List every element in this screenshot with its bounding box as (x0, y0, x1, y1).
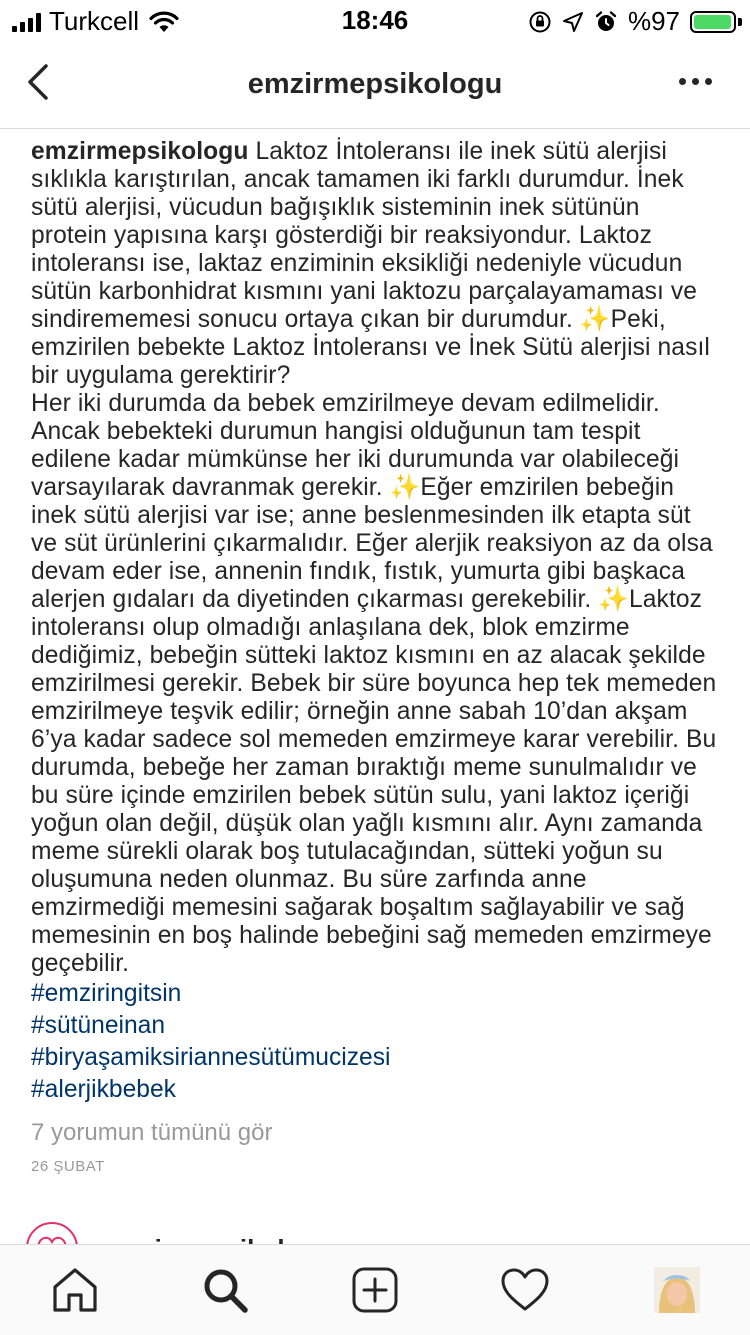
view-all-comments-link[interactable]: 7 yorumun tümünü gör (31, 1119, 273, 1146)
new-post-icon[interactable] (348, 1263, 402, 1317)
profile-avatar[interactable] (650, 1263, 704, 1317)
battery-icon (690, 11, 736, 33)
sparkles-icon: ✨ (598, 586, 629, 613)
tab-bar (0, 1244, 750, 1335)
alarm-icon (594, 10, 618, 34)
location-arrow-icon (562, 11, 584, 33)
sparkles-icon: ✨ (389, 474, 421, 501)
caption-paragraph-2 (31, 390, 721, 978)
post-date: 26 ŞUBAT (31, 1158, 105, 1175)
home-icon[interactable] (48, 1263, 102, 1317)
avatar (654, 1267, 700, 1313)
page-title: emzirmepsikologu (247, 68, 503, 100)
hashtag-link[interactable]: #sütüneinan (31, 1012, 166, 1039)
more-horizontal-icon[interactable] (679, 78, 712, 85)
status-time: 18:46 (341, 5, 409, 35)
status-bar (0, 0, 750, 40)
hashtag-link[interactable]: #emziringitsin (31, 980, 182, 1007)
caption-text-1a: Laktoz İntoleransı ile inek sütü alerjisi sıklıkla karıştırılan, ancak tamamen iki farklı durumdur. İnek sütü alerjisi, vücudun bağışıklık sisteminin inek sütünün protein yapısına karşı gösterdiği bir reaksiyondur. Laktoz intoleransı ise, laktaz enziminin eksikliği nedeniyle vücudun sütün karbonhidrat kısmını yani laktozu parçalayamaması ve sindirememesi sonucu ortaya çıkan bir durumdur. (31, 138, 698, 333)
caption-username[interactable]: emzirmepsikologu (31, 138, 249, 165)
hashtag-list (31, 978, 721, 1106)
caption-text-1b: Peki, emzirilen bebekte Laktoz İntoleransı ve İnek Sütü alerjisi nasıl bir uygulama gerektirir? (31, 306, 710, 389)
post-caption (31, 138, 721, 1175)
caption-text-2c: Laktoz intoleransı olup olmadığı anlaşılana dek, blok emzirme dediğimiz, bebeğin sütteki laktoz kısmını en az alacak şekilde emzirilmesi gerekir. Bebek bir süre boyunca hep tek memeden emzirilmeye teşvik edilir; örneğin anne sabah 10’dan akşam 6’ya kadar sadece sol memeden emzirmeye karar verebilir. Bu durumda, bebeğe her zaman bıraktığı meme sunulmalıdır ve bu süre içinde emzirilen bebek sütün sulu, yani laktoz içeriği yoğun olan değil, düşük olan yağlı kısmını alır. Aynı zamanda meme sürekli olarak boş tutulacağından, sütteki yoğun su oluşumuna neden olunmaz. Bu süre zarfında anne emzirmediği memesini sağarak boşaltım sağlayabilir ve sağ memesinin en boş halinde bebeğini sağ memeden emzirmeye geçebilir. (31, 586, 717, 977)
sparkles-icon: ✨ (579, 306, 611, 333)
hashtag-link[interactable]: #alerjikbebek (31, 1076, 176, 1103)
battery-fill (694, 15, 731, 29)
nav-header (0, 40, 750, 129)
activity-heart-icon[interactable] (498, 1263, 552, 1317)
carrier-name: Turkcell (49, 6, 140, 36)
caption-paragraph-1 (31, 138, 721, 390)
caption-text-2a: Her iki durumda da bebek emzirilmeye devam edilmelidir. Ancak bebekteki durumun hangisi olduğunun tam tespit edilene kadar mümkünse her iki durumunda var olabileceği varsayılarak davranmak gerekir. (31, 390, 680, 501)
hashtag-link[interactable]: #biryaşamiksiriannesütümucizesi (31, 1044, 391, 1071)
battery-cap (738, 18, 742, 26)
next-post-header (26, 1222, 726, 1244)
caption-text-2b: Eğer emzirilen bebeğin inek sütü alerjisi var ise; anne beslenmesinden ilk etapta süt ve süt ürünlerini çıkarmalıdır. Eğer alerjik reaksiyon az da olsa devam eder ise, annenin fındık, fıstık, yumurta gibi başkaca alerjen gıdaları da diyetinden çıkarması gerekebilir. (31, 474, 713, 613)
orientation-lock-icon (528, 10, 552, 34)
status-right (528, 6, 742, 37)
search-icon[interactable] (198, 1263, 252, 1317)
battery-percent: %97 (627, 6, 680, 36)
